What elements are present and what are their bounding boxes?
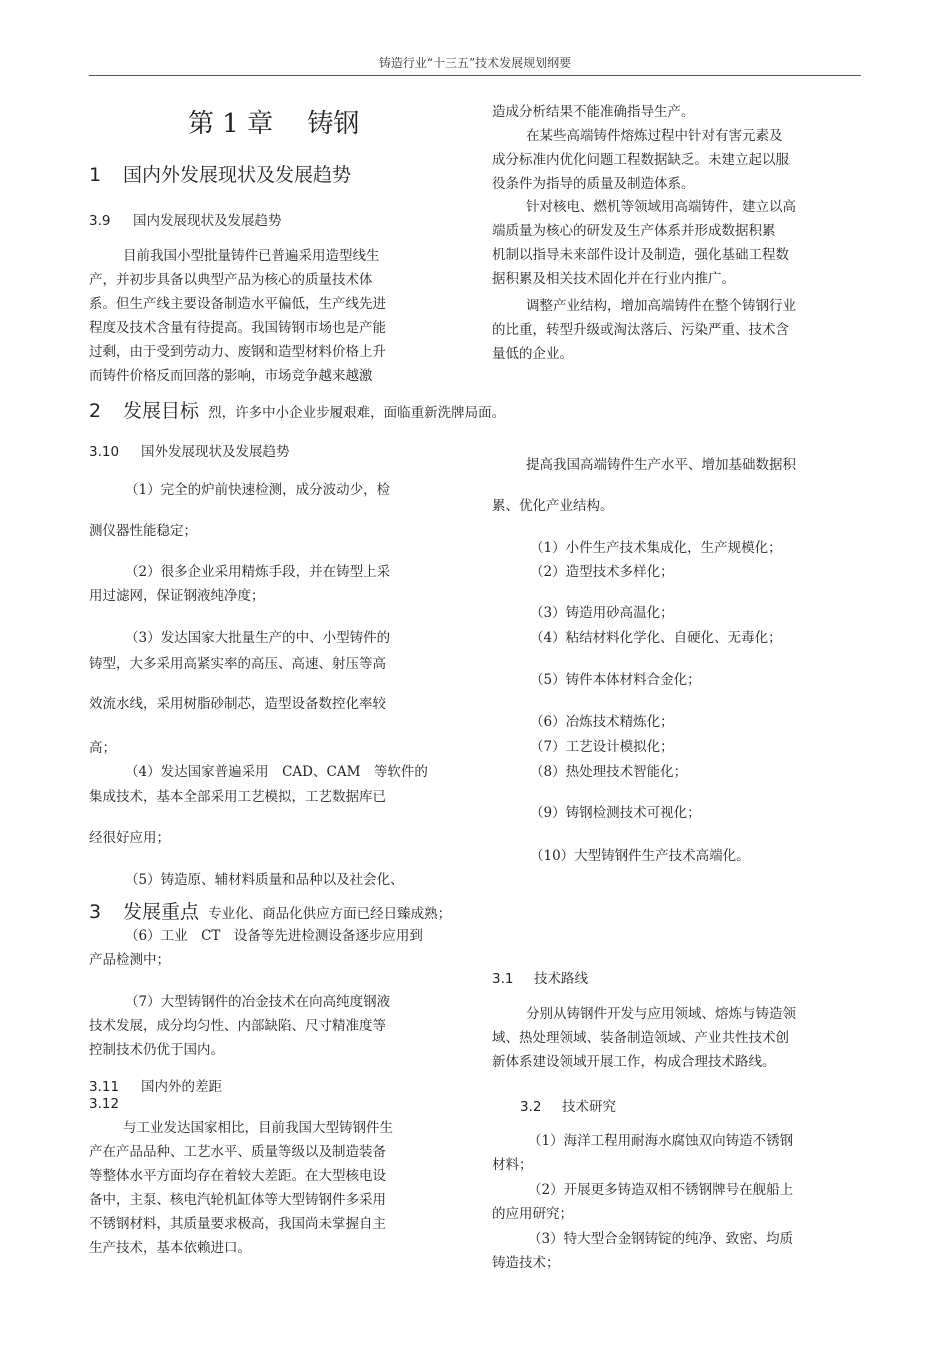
heading-2: 2 发展目标 [89, 400, 200, 422]
research-item-2: （2）开展更多铸造双相不锈钢牌号在舰船上 的应用研究； [492, 1182, 794, 1222]
list-item-cont: 经很好应用； [89, 830, 170, 846]
list-item: （4）发达国家普遍采用 CAD、CAM 等软件的 [125, 764, 428, 780]
paragraph-domestic: 目前我国小型批量铸件已普遍采用造型线生 产，并初步具备以典型产品为核心的质量技术体 系。但生产线主要设备制造水平偏低，生产线先进 程度及技术含量有待提高。我国铸钢市场也是产能 过剩，由于受到劳动力、废钢和造型材料价格上升 而铸件价格反而回落的影响，市场竞争越来越激 [89, 248, 386, 384]
list-item-cont: 测仪器性能稳定； [89, 523, 197, 539]
section-title: 技术研究 [562, 1099, 616, 1115]
heading-1 [89, 160, 351, 187]
list-item: （6）工业 CT 设备等先进检测设备逐步应用到 [125, 928, 423, 944]
list-item: （3）铸造用砂高温化； [530, 605, 674, 621]
list-item-cont: 用过滤网，保证钢液纯净度； [89, 588, 265, 604]
heading-3: 3 发展重点 [89, 901, 200, 923]
section-number: 3.9 [89, 213, 111, 229]
section-title: 国内外的差距 [141, 1079, 222, 1095]
paragraph-right-3: 针对核电、燃机等领域用高端铸件，建立以高 端质量为核心的研发及生产体系并形成数据积累 机制以指导未来部件设计及制造，强化基础工程数 据积累及相关技术固化并在行业内推广。 [492, 199, 796, 287]
section-number: 3.1 [492, 971, 514, 987]
section-number: 3.11 [89, 1079, 120, 1095]
list-item: （6）冶炼技术精炼化； [530, 714, 674, 730]
paragraph-right-4: 调整产业结构，增加高端铸件在整个铸钢行业 的比重，转型升级或淘汰落后、污染严重、技术含 量低的企业。 [492, 298, 796, 362]
section-3-9 [89, 209, 282, 229]
list-item-cont: 产品检测中； [89, 952, 170, 968]
section-number: 3.12 [89, 1096, 120, 1112]
goal-paragraph-cont: 累、优化产业结构。 [492, 498, 614, 514]
list-item-cont: 高； [89, 740, 116, 756]
paragraph-tail: 烈，许多中小企业步履艰难，面临重新洗牌局面。 [208, 405, 506, 421]
paragraph-continued: 造成分析结果不能准确指导生产。 [492, 104, 695, 120]
section-3-10 [89, 440, 290, 460]
list-item: （3）发达国家大批量生产的中、小型铸件的 [125, 630, 391, 646]
heading-1-text: 国内外发展现状及发展趋势 [123, 164, 352, 186]
heading-2-line [89, 396, 505, 425]
list-item: （1）完全的炉前快速检测，成分波动少，检 [125, 482, 391, 498]
list-item: （8）热处理技术智能化； [530, 764, 688, 780]
list-item: （1）小件生产技术集成化，生产规模化； [530, 540, 782, 556]
list-item-cont: 效流水线，采用树脂砂制芯，造型设备数控化率较 [89, 696, 386, 712]
section-3-12 [89, 1096, 119, 1112]
list-item: （4）粘结材料化学化、自硬化、无毒化； [530, 630, 782, 646]
heading-1-number: 1 [89, 164, 102, 186]
list-item: （2）很多企业采用精炼手段，并在铸型上采 [125, 564, 391, 580]
paragraph-route: 分别从铸钢件开发与应用领域、熔炼与铸造领 域、热处理领域、装备制造领域、产业共性技术创 新体系建设领域开展工作，构成合理技术路线。 [492, 1006, 796, 1070]
section-number: 3.10 [89, 444, 120, 460]
list-item: （5）铸造原、辅材料质量和品种以及社会化、 [125, 872, 404, 888]
list-item-cont: 铸型，大多采用高紧实率的高压、高速、射压等高 [89, 656, 386, 672]
list-item: （2）造型技术多样化； [530, 564, 674, 580]
research-item-1: （1）海洋工程用耐海水腐蚀双向铸造不锈钢 材料； [492, 1133, 794, 1173]
research-item-3: （3）特大型合金钢铸锭的纯净、致密、均质 铸造技术； [492, 1231, 794, 1271]
heading-3-line [89, 897, 451, 926]
section-3-2 [520, 1095, 616, 1115]
running-header: 铸造行业“十三五”技术发展规划纲要 [378, 56, 572, 70]
section-number: 3.2 [520, 1099, 542, 1115]
paragraph-gap: 与工业发达国家相比，目前我国大型铸钢件生 产在产品品种、工艺水平、质量等级以及制造装备 等整体水平方面均存在着较大差距。在大型核电设 备中，主泵、核电汽轮机缸体等大型铸钢件多采用 不锈钢材料，其质量要求极高，我国尚未掌握自主 生产技术，基本依赖进口。 [89, 1120, 393, 1256]
list-item-tail: 专业化、商品化供应方面已经日臻成熟； [208, 906, 452, 922]
section-3-11 [89, 1075, 222, 1095]
section-title: 技术路线 [534, 971, 588, 987]
list-item-7: （7）大型铸钢件的冶金技术在向高纯度钢液 技术发展，成分均匀性、内部缺陷、尺寸精准度等 控制技术仍优于国内。 [89, 994, 391, 1058]
chapter-title: 第 1 章 铸钢 [188, 109, 360, 139]
paragraph-right-2: 在某些高端铸件熔炼过程中针对有害元素及 成分标准内优化问题工程数据缺乏。未建立起以服 役条件为指导的质量及制造体系。 [492, 128, 789, 192]
section-title: 国外发展现状及发展趋势 [141, 444, 290, 460]
list-item: （5）铸件本体材料合金化； [530, 672, 701, 688]
section-3-1 [492, 967, 588, 987]
section-title: 国内发展现状及发展趋势 [133, 213, 282, 229]
list-item: （7）工艺设计模拟化； [530, 739, 674, 755]
list-item-cont: 集成技术，基本全部采用工艺模拟，工艺数据库已 [89, 789, 386, 805]
header-rule [89, 75, 861, 76]
list-item: （9）铸钢检测技术可视化； [530, 805, 701, 821]
goal-paragraph: 提高我国高端铸件生产水平、增加基础数据积 [526, 457, 796, 473]
list-item: （10）大型铸钢件生产技术高端化。 [530, 848, 750, 864]
